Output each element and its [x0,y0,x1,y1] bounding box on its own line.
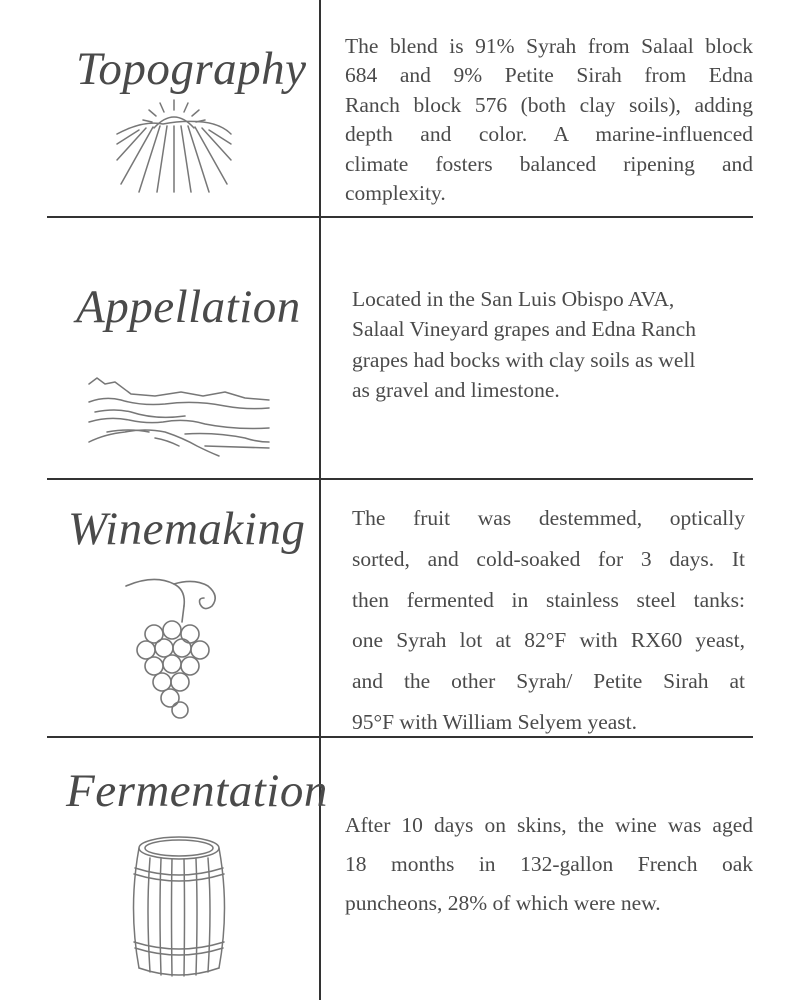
section-heading-winemaking: Winemaking [68,503,306,555]
mountain-range-icon [85,372,271,458]
text-line: and the other Syrah/ Petite Sirah at [352,669,745,694]
text-line: sorted, and cold-soaked for 3 days. It [352,546,745,571]
row-divider-2 [47,478,753,480]
wine-barrel-icon [126,834,232,982]
text-line: as gravel and limestone. [352,378,560,403]
text-line: complexity. [345,181,446,206]
section-text-appellation [352,284,746,406]
text-line: puncheons, 28% of which were new. [345,890,661,915]
row-divider-1 [47,216,753,218]
section-heading-fermentation: Fermentation [66,765,328,817]
section-text-topography [345,32,753,208]
column-divider [319,0,321,1000]
section-heading-appellation: Appellation [76,281,301,333]
sunrise-vineyard-rows-icon [113,98,235,194]
text-line: 95°F with William Selyem yeast. [352,709,638,734]
section-heading-topography: Topography [76,43,307,95]
text-line: After 10 days on skins, the wine was aged [345,813,753,837]
text-line: 18 months in 132-gallon French oak [345,851,753,876]
text-line: Salaal Vineyard grapes and Edna Ranch [352,317,696,342]
section-text-fermentation [345,806,753,922]
grape-cluster-icon [124,576,224,720]
text-line: depth and color. A marine-influenced [345,122,753,147]
text-line: Ranch block 576 (both clay soils), adding [345,92,753,117]
text-line: grapes had bocks with clay soils as well [352,347,696,372]
text-line: The blend is 91% Syrah from Salaal block [345,34,753,58]
text-line: 684 and 9% Petite Sirah from Edna [345,63,753,88]
text-line: The fruit was destemmed, optically [352,506,745,530]
text-line: one Syrah lot at 82°F with RX60 yeast, [352,628,745,653]
text-line: Located in the San Luis Obispo AVA, [352,287,675,311]
text-line: then fermented in stainless steel tanks: [352,587,745,612]
text-line: climate fosters balanced ripening and [345,151,753,176]
section-text-winemaking [352,498,745,743]
